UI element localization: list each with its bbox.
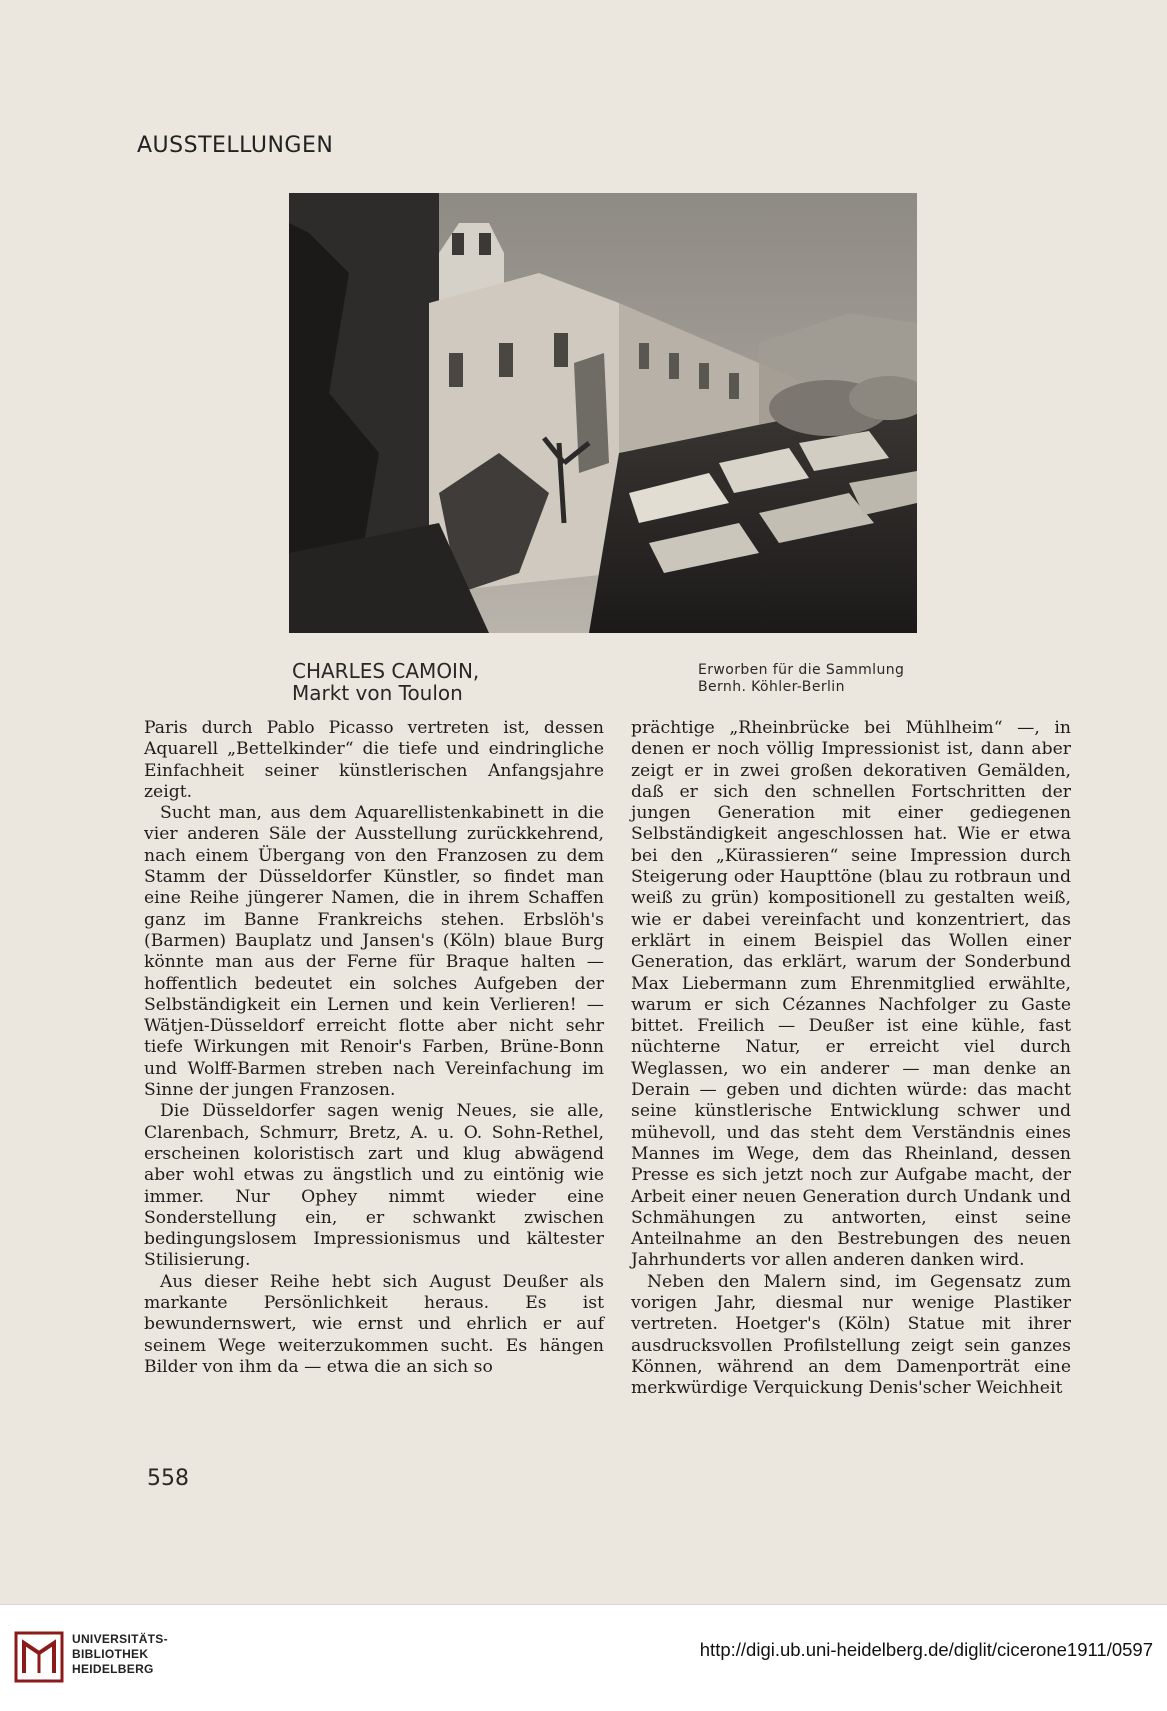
- paragraph: Paris durch Pablo Picasso vertreten ist, dessen Aquarell „Bettelkinder“ die tiefe und eindringliche Einfachheit seiner künstlerischen Anfangsjahre zeigt.: [144, 718, 604, 802]
- caption-title: Markt von Toulon: [292, 681, 463, 705]
- section-title: AUSSTELLUNGEN: [137, 133, 334, 158]
- paragraph: Neben den Malern sind, im Gegensatz zum vorigen Jahr, diesmal nur wenige Plastiker vertreten. Hoetger's (Köln) Statue mit ihrer ausdrucksvollen Profilstellung zeigt sein ganzes Können, während an dem Damenporträt eine merkwürdige Verquickung Denis'scher Weichheit: [631, 1271, 1071, 1399]
- library-name-line-1: UNIVERSITÄTS-: [72, 1632, 168, 1646]
- library-footer: [0, 1604, 1167, 1711]
- credit-line-2: Bernh. Köhler-Berlin: [698, 679, 845, 695]
- painting-illustration: [289, 193, 917, 633]
- paragraph: Sucht man, aus dem Aquarellistenkabinett in die vier anderen Säle der Ausstellung zurückkehrend, nach einem Übergang von den Franzosen zu dem Stamm der Düsseldorfer Künstler, so findet man eine Reihe jüngerer Namen, die in ihrem Schaffen ganz im Banne Frankreichs stehen. Erbslöh's (Barmen) Bauplatz und Jansen's (Köln) blaue Burg könnte man aus der Ferne für Braque halten — hoffentlich bedeutet ein solches Aufgeben der Selbständigkeit ein Lernen und kein Verlieren! — Wätjen-Düsseldorf erreicht flotte aber nicht sehr tiefe Wirkungen mit Renoir's Farben, Brüne-Bonn und Wolff-Barmen streben nach Vereinfachung im Sinne der jungen Franzosen.: [144, 803, 604, 1101]
- source-url[interactable]: http://digi.ub.uni-heidelberg.de/diglit/cicerone1911/0597: [699, 1639, 1153, 1660]
- paragraph: Die Düsseldorfer sagen wenig Neues, sie alle, Clarenbach, Schmurr, Bretz, A. u. O. Sohn-Rethel, erscheinen koloristisch zart und klug abwägend aber wohl etwas zu ängstlich und zu eintönig wie immer. Nur Ophey nimmt wieder eine Sonderstellung ein, er schwankt zwischen bedingungslosem Impressionismus und kältester Stilisierung.: [144, 1101, 604, 1271]
- paragraph: Aus dieser Reihe hebt sich August Deußer als markante Persönlichkeit heraus. Es ist bewundernswert, wie ernst und ehrlich er auf seinem Wege weiterzukommen sucht. Es hängen Bilder von ihm da — etwa die an sich so: [144, 1271, 604, 1377]
- credit-line-1: Erworben für die Sammlung: [698, 662, 905, 678]
- figure-caption: [292, 660, 592, 704]
- painting-image: [289, 193, 917, 633]
- library-name-line-2: BIBLIOTHEK: [72, 1647, 149, 1661]
- text-column-left: [144, 718, 604, 1378]
- university-library-logo-icon: [14, 1631, 64, 1683]
- library-name: [72, 1632, 168, 1677]
- text-column-right: [631, 718, 1071, 1400]
- page-number: 558: [147, 1466, 189, 1491]
- figure-credit: [698, 662, 958, 696]
- library-name-line-3: HEIDELBERG: [72, 1662, 154, 1676]
- caption-artist: CHARLES CAMOIN,: [292, 659, 480, 683]
- paragraph: prächtige „Rheinbrücke bei Mühlheim“ —, in denen er noch völlig Impressionist ist, dann aber zeigt er in zwei großen dekorativen Gemälden, daß er sich den schnellen Fortschritten der jungen Generation mit einer gediegenen Selbständigkeit angeschlossen hat. Wie er etwa bei den „Kürassieren“ seine Impression durch Steigerung oder Haupttöne (blau zu rotbraun und weiß zu grün) kompositionell zu gestalten weiß, wie er dabei vereinfacht und konzentriert, das erklärt in einem Beispiel das Wollen einer Generation, das erklärt, warum der Sonderbund Max Liebermann zum Ehrenmitglied erwählte, warum er sich Cézannes Nachfolger zu Gaste bittet. Freilich — Deußer ist eine kühle, fast nüchterne Natur, er erreicht viel durch Weglassen, wo ein anderer — man denke an Derain — geben und dichten würde: das macht seine künstlerische Entwicklung schwer und mühevoll, und das steht dem Verständnis eines Mannes im Wege, dem das Rheinland, dessen Presse es sich jetzt noch zur Aufgabe macht, der Arbeit einer neuen Generation durch Undank und Schmähungen zu antworten, einst seine Anteilnahme an den Bestrebungen des neuen Jahrhunderts vor allen anderen danken wird.: [631, 718, 1071, 1271]
